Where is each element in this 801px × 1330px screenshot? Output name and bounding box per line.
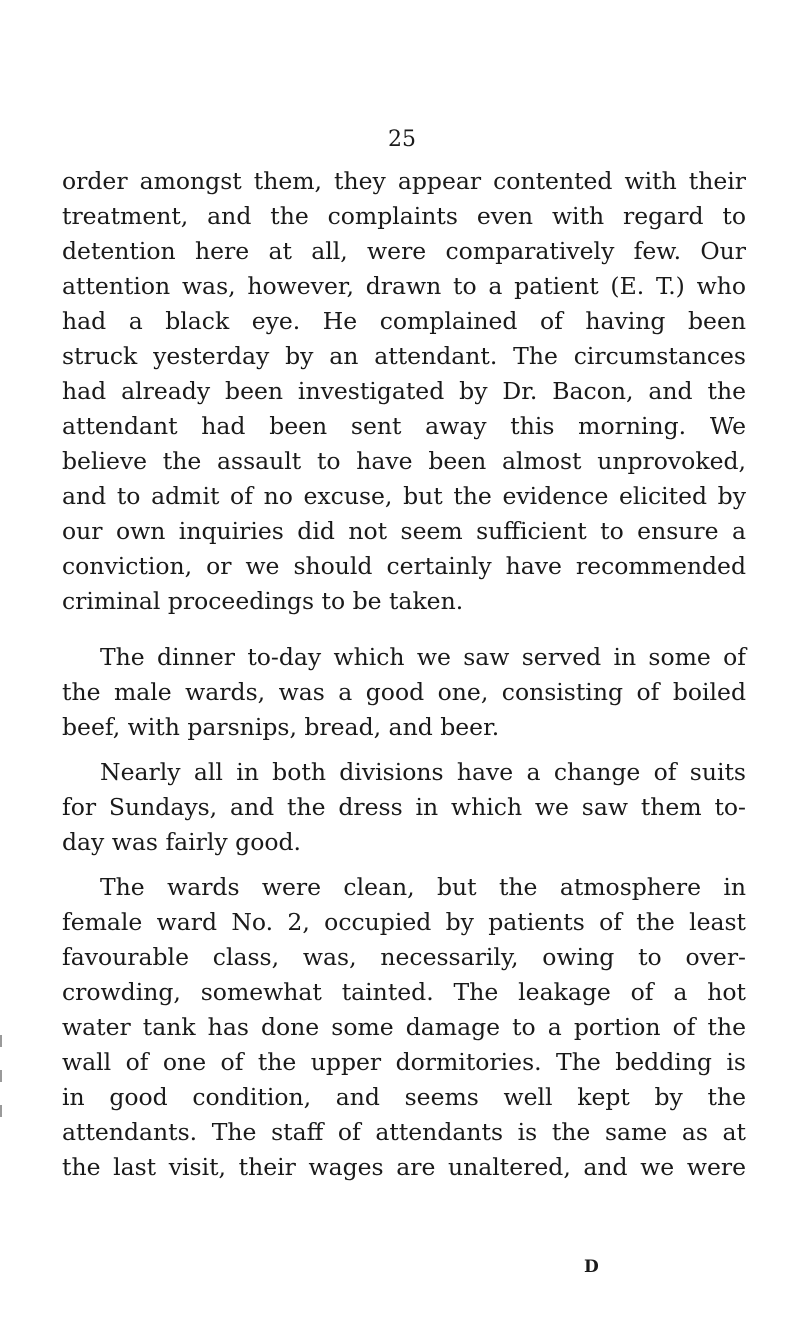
text-line: attention was, however, drawn to a patient (E. T.) who [62,272,746,300]
text-line: female ward No. 2, occupied by patients of the least [62,908,746,936]
margin-mark [0,1035,2,1047]
text-line: had a black eye. He complained of having been [62,307,746,335]
text-line: criminal proceedings to be taken. [62,587,464,615]
margin-mark [0,1070,2,1082]
text-line: had already been investigated by Dr. Bacon, and the [62,377,746,405]
text-line: the male wards, was a good one, consisting of boiled [62,678,746,706]
text-line: attendant had been sent away this morning. We [62,412,746,440]
text-line: favourable class, was, necessarily, owing to over- [62,943,746,971]
text-line: and to admit of no excuse, but the evidence elicited by [62,482,746,510]
paragraph-dinner [62,640,746,745]
paragraph-dress [62,755,746,860]
paragraph-wards [62,870,746,1185]
margin-mark [0,1105,2,1117]
text-line: treatment, and the complaints even with regard to [62,202,746,230]
text-line: attendants. The staff of attendants is the same as at [62,1118,746,1146]
text-line: our own inquiries did not seem sufficient to ensure a [62,517,746,545]
text-line: in good condition, and seems well kept by the [62,1083,746,1111]
text-line: day was fairly good. [62,828,302,856]
signature-mark: D [584,1257,599,1277]
text-line: the last visit, their wages are unaltered, and we were [62,1153,746,1181]
text-line: detention here at all, were comparatively few. Our [62,237,746,265]
text-line: order amongst them, they appear contented with their [62,167,746,195]
text-line: conviction, or we should certainly have recommended [62,552,746,580]
text-line: Nearly all in both divisions have a change of suits [100,758,746,786]
text-line: The dinner to-day which we saw served in some of [100,643,746,671]
text-line: struck yesterday by an attendant. The circumstances [62,342,746,370]
text-line: The wards were clean, but the atmosphere in [100,873,746,901]
text-line: water tank has done some damage to a portion of the [62,1013,746,1041]
text-line: beef, with parsnips, bread, and beer. [62,713,500,741]
page-number: 25 [388,127,416,152]
paragraph-patient-treatment [62,164,746,619]
text-line: believe the assault to have been almost unprovoked, [62,447,746,475]
text-line: crowding, somewhat tainted. The leakage of a hot [62,978,746,1006]
text-line: wall of one of the upper dormitories. The bedding is [62,1048,746,1076]
text-line: for Sundays, and the dress in which we saw them to- [62,793,746,821]
